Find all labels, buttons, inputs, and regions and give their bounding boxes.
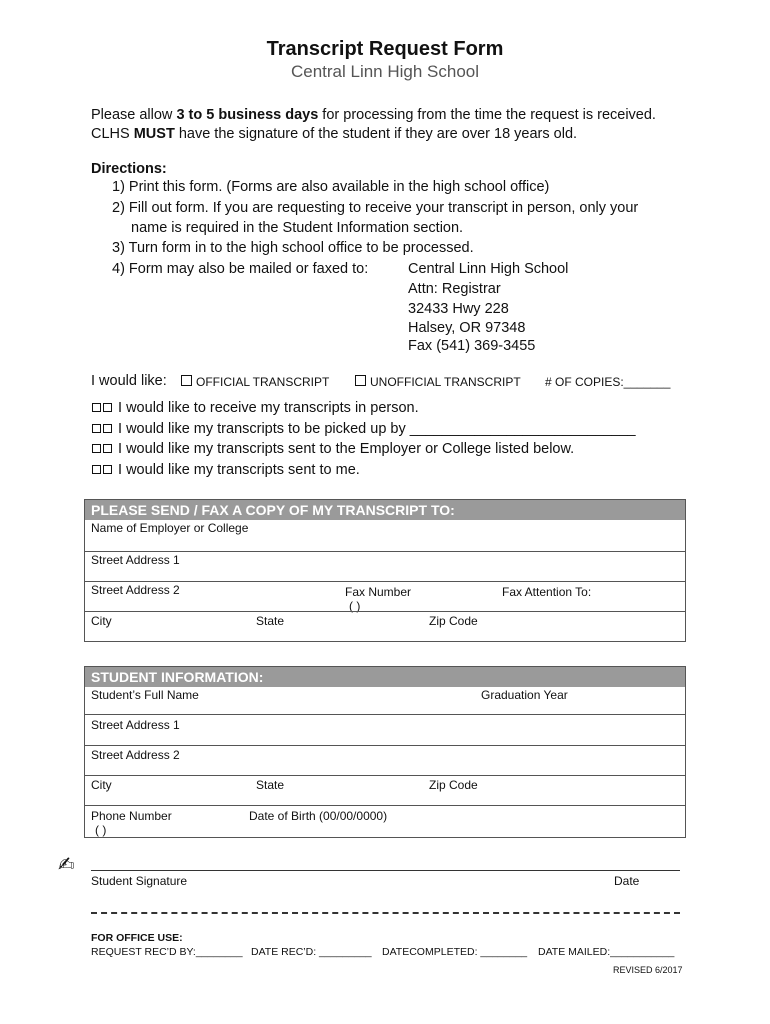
graduation-year-field[interactable]: Graduation Year	[481, 688, 568, 702]
intro-bold: 3 to 5 business days	[176, 107, 319, 123]
unofficial-label: UNOFFICIAL TRANSCRIPT	[370, 375, 521, 389]
date-received-field: DATE REC’D: _________	[251, 946, 372, 958]
student-name-field[interactable]: Student’s Full Name	[91, 688, 199, 702]
intro-bold: MUST	[133, 126, 175, 142]
direction-item-2-cont: name is required in the Student Information section.	[131, 220, 464, 236]
student-zip-field[interactable]: Zip Code	[429, 778, 478, 792]
official-label: OFFICIAL TRANSCRIPT	[196, 375, 330, 389]
row-divider	[85, 775, 685, 776]
unofficial-checkbox[interactable]	[355, 375, 366, 386]
checkbox-icon[interactable]	[103, 465, 112, 474]
checkbox-icon[interactable]	[92, 403, 101, 412]
office-use-heading: FOR OFFICE USE:	[91, 932, 183, 944]
revision-note: REVISED 6/2017	[613, 965, 683, 975]
pointing-hand-icon: ✍	[58, 852, 75, 876]
row-divider	[85, 581, 685, 582]
direction-item-4: 4) Form may also be mailed or faxed to:	[112, 261, 369, 277]
address-line: 32433 Hwy 228	[408, 301, 509, 317]
checkbox-icon[interactable]	[103, 424, 112, 433]
school-name: Central Linn High School	[290, 62, 480, 81]
delivery-label: I would like to receive my transcripts in person.	[118, 400, 419, 416]
signature-date-label: Date	[614, 874, 640, 888]
delivery-label: I would like my transcripts sent to me.	[118, 462, 360, 478]
intro-text: CLHS	[91, 126, 134, 142]
direction-item-3: 3) Turn form in to the high school office to be processed.	[112, 240, 474, 256]
checkbox-icon[interactable]	[92, 444, 101, 453]
address-line: Attn: Registrar	[408, 281, 501, 297]
delivery-option[interactable]	[92, 462, 360, 478]
direction-item-1: 1) Print this form. (Forms are also available in the high school office)	[112, 179, 550, 195]
row-divider	[85, 745, 685, 746]
official-checkbox[interactable]	[181, 375, 192, 386]
fax-number-field[interactable]: Fax Number	[345, 585, 412, 599]
intro-text: for processing from the time the request is received.	[318, 107, 656, 123]
request-label: I would like:	[91, 373, 167, 389]
phone-field[interactable]: Phone Number	[91, 809, 172, 823]
row-divider	[85, 805, 685, 806]
student-street1-field[interactable]: Street Address 1	[91, 718, 180, 732]
send-zip-field[interactable]: Zip Code	[429, 614, 478, 628]
delivery-label: I would like my transcripts to be picked up by ____________________________	[118, 421, 636, 437]
received-by-field: REQUEST REC’D BY:________	[91, 946, 243, 958]
phone-area-code: ( )	[95, 823, 107, 837]
intro-text: Please allow	[91, 107, 177, 123]
checkbox-icon[interactable]	[92, 424, 101, 433]
delivery-option[interactable]	[92, 441, 574, 457]
official-option[interactable]	[181, 375, 329, 389]
delivery-option[interactable]	[92, 421, 636, 437]
checkbox-icon[interactable]	[103, 403, 112, 412]
student-section-heading: STUDENT INFORMATION:	[85, 667, 685, 687]
student-city-field[interactable]: City	[91, 778, 112, 792]
send-section-heading: PLEASE SEND / FAX A COPY OF MY TRANSCRIPT TO:	[85, 500, 685, 520]
fax-attention-field[interactable]: Fax Attention To:	[502, 585, 592, 599]
unofficial-option[interactable]	[355, 375, 521, 389]
send-section	[84, 499, 686, 642]
page-title: Transcript Request Form	[266, 38, 504, 60]
intro-line-2	[91, 126, 577, 142]
address-line: Central Linn High School	[408, 261, 569, 277]
signature-line[interactable]	[91, 870, 680, 871]
student-state-field[interactable]: State	[256, 778, 285, 792]
send-street2-field[interactable]: Street Address 2	[91, 583, 180, 597]
send-city-field[interactable]: City	[91, 614, 112, 628]
signature-label: Student Signature	[91, 874, 188, 888]
checkbox-icon[interactable]	[103, 444, 112, 453]
delivery-option[interactable]	[92, 400, 419, 416]
date-completed-field: DATECOMPLETED: ________	[382, 946, 528, 958]
row-divider	[85, 611, 685, 612]
date-mailed-field: DATE MAILED:___________	[538, 946, 675, 958]
row-divider	[85, 551, 685, 552]
student-street2-field[interactable]: Street Address 2	[91, 748, 180, 762]
cut-line	[91, 912, 680, 914]
address-line: Halsey, OR 97348	[408, 320, 526, 336]
copies-field[interactable]: # OF COPIES:_______	[545, 375, 671, 389]
row-divider	[85, 714, 685, 715]
checkbox-icon[interactable]	[92, 465, 101, 474]
delivery-label: I would like my transcripts sent to the Employer or College listed below.	[118, 441, 575, 457]
intro-text: have the signature of the student if they are over 18 years old.	[174, 126, 578, 142]
send-state-field[interactable]: State	[256, 614, 285, 628]
address-line: Fax (541) 369-3455	[408, 338, 536, 354]
intro-line-1	[91, 107, 656, 123]
send-street1-field[interactable]: Street Address 1	[91, 553, 180, 567]
fax-area-code: ( )	[349, 599, 361, 613]
directions-heading: Directions:	[91, 161, 167, 177]
direction-item-2: 2) Fill out form. If you are requesting to receive your transcript in person, only your	[112, 200, 639, 216]
employer-field[interactable]: Name of Employer or College	[91, 521, 249, 535]
dob-field[interactable]: Date of Birth (00/00/0000)	[249, 809, 388, 823]
student-section	[84, 666, 686, 838]
